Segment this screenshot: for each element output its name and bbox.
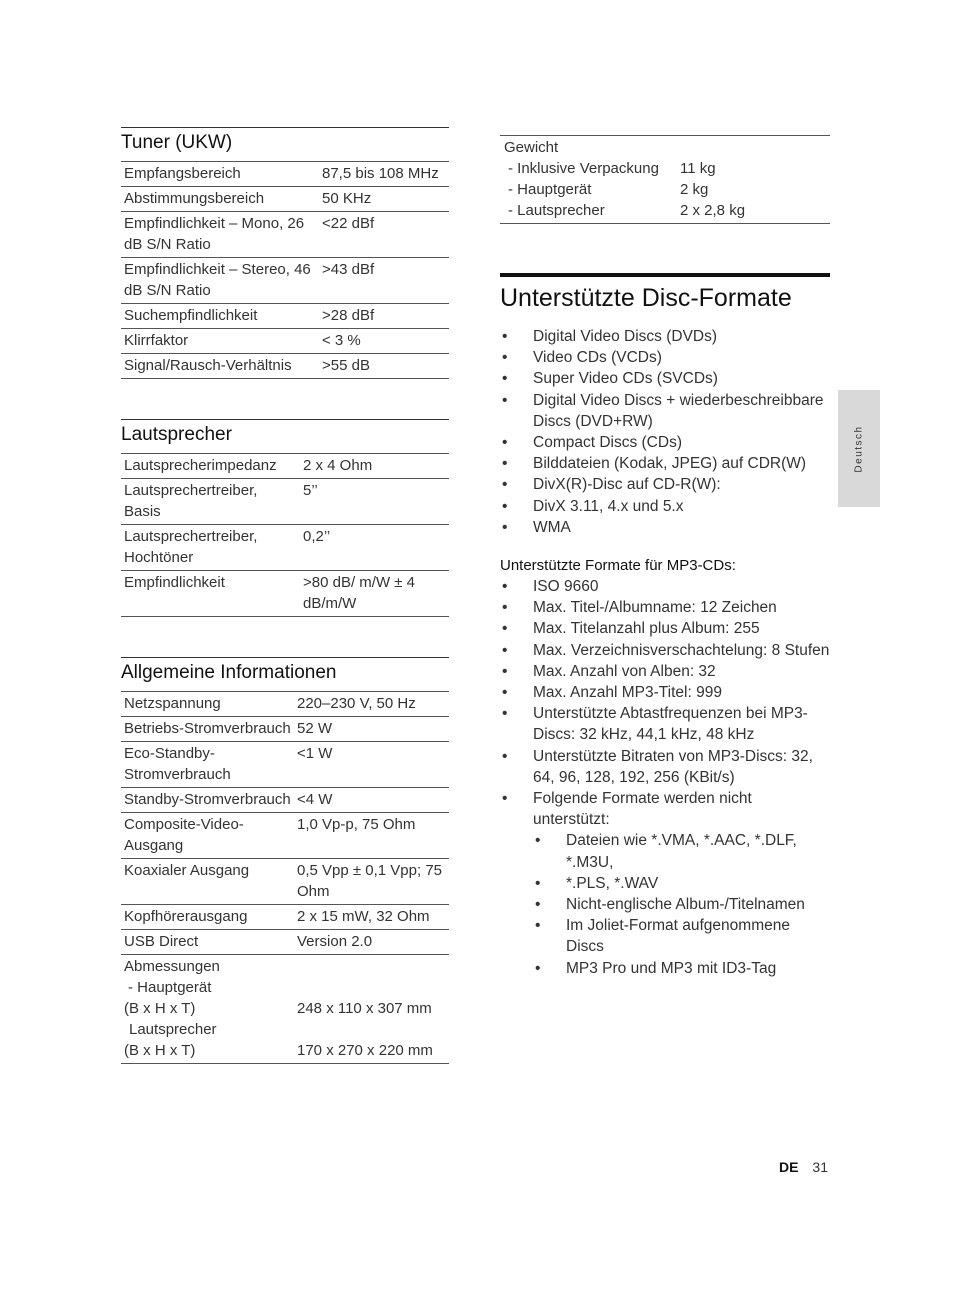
disc-formats-list bbox=[500, 326, 830, 538]
spec-value: 0,5 Vpp ± 0,1 Vpp; 75 Ohm bbox=[294, 859, 449, 905]
spec-label: Empfindlichkeit – Mono, 26 dB S/N Ratio bbox=[121, 212, 319, 258]
dims-main-value: 248 x 110 x 307 mm bbox=[297, 1000, 432, 1017]
tuner-table bbox=[121, 161, 449, 379]
spec-label: Empfindlichkeit bbox=[121, 571, 300, 617]
disc-formats-heading: Unterstützte Disc-Formate bbox=[500, 273, 830, 313]
spec-value: 52 W bbox=[294, 717, 449, 742]
language-side-tab-label: Deutsch bbox=[853, 424, 865, 473]
table-row bbox=[121, 955, 449, 1064]
list-item: • Dateien wie *.VMA, *.AAC, *.DLF, *.M3U, bbox=[533, 830, 830, 872]
table-row bbox=[121, 859, 449, 905]
list-item: • Max. Anzahl MP3-Titel: 999 bbox=[500, 682, 830, 703]
right-column bbox=[500, 135, 830, 979]
speaker-title: Lautsprecher bbox=[121, 419, 449, 453]
table-row bbox=[121, 162, 449, 187]
general-table bbox=[121, 691, 449, 1064]
list-item: • DivX 3.11, 4.x und 5.x bbox=[500, 496, 830, 517]
mp3-heading: Unterstützte Formate für MP3-CDs: bbox=[500, 557, 736, 575]
list-item: • Super Video CDs (SVCDs) bbox=[500, 368, 830, 389]
spec-value: <1 W bbox=[294, 742, 449, 788]
list-item: • DivX(R)-Disc auf CD-R(W): bbox=[500, 474, 830, 495]
spec-label: Suchempfindlichkeit bbox=[121, 304, 319, 329]
spec-value: Version 2.0 bbox=[294, 930, 449, 955]
table-row bbox=[121, 692, 449, 717]
spec-value: 2 x 4 Ohm bbox=[300, 454, 449, 479]
list-item: • Video CDs (VCDs) bbox=[500, 347, 830, 368]
spec-label: Composite-Video-Ausgang bbox=[121, 813, 294, 859]
spec-label: Lautsprechertreiber, Hochtöner bbox=[121, 525, 300, 571]
footer-lang: DE bbox=[778, 1159, 799, 1175]
weight-row bbox=[504, 179, 826, 200]
list-item: • Unterstützte Bitraten von MP3-Discs: 32, 64, 96, 128, 192, 256 (KBit/s) bbox=[500, 746, 830, 788]
table-row bbox=[121, 930, 449, 955]
table-row bbox=[121, 717, 449, 742]
spec-value: 5’’ bbox=[300, 479, 449, 525]
spec-value: <4 W bbox=[294, 788, 449, 813]
left-column bbox=[121, 127, 449, 1064]
dims-spk-value: 170 x 270 x 220 mm bbox=[297, 1042, 433, 1059]
list-item: • Folgende Formate werden nicht unterstützt: bbox=[500, 788, 830, 830]
weight-value: 2 x 2,8 kg bbox=[680, 202, 746, 219]
spec-label: Standby-Stromverbrauch bbox=[121, 788, 294, 813]
mp3-formats-list bbox=[500, 576, 830, 979]
list-item: • ISO 9660 bbox=[500, 576, 830, 597]
spec-label: Lautsprecherimpedanz bbox=[121, 454, 300, 479]
weight-row bbox=[504, 200, 826, 221]
table-row bbox=[121, 571, 449, 617]
spec-label: USB Direct bbox=[121, 930, 294, 955]
weight-block bbox=[500, 135, 830, 224]
list-item: • Max. Verzeichnisverschachtelung: 8 Stufen bbox=[500, 640, 830, 661]
spec-label: Signal/Rausch-Verhältnis bbox=[121, 354, 319, 379]
list-item: • WMA bbox=[500, 517, 830, 538]
language-side-tab bbox=[838, 390, 880, 507]
weight-value: 11 kg bbox=[680, 160, 716, 177]
list-item: • Bilddateien (Kodak, JPEG) auf CDR(W) bbox=[500, 453, 830, 474]
table-row bbox=[121, 525, 449, 571]
dims-label: Abmessungen bbox=[124, 958, 220, 975]
sublist-container bbox=[500, 830, 830, 978]
page-footer bbox=[779, 1159, 828, 1175]
weight-label: - Lautsprecher bbox=[508, 202, 605, 219]
spec-value: >55 dB bbox=[319, 354, 449, 379]
list-item: • Max. Titel-/Albumname: 12 Zeichen bbox=[500, 597, 830, 618]
spec-value: <22 dBf bbox=[319, 212, 449, 258]
table-row bbox=[121, 354, 449, 379]
table-row bbox=[121, 329, 449, 354]
spec-label: Koaxialer Ausgang bbox=[121, 859, 294, 905]
table-row bbox=[121, 905, 449, 930]
weight-value: 2 kg bbox=[680, 181, 709, 198]
table-row bbox=[121, 813, 449, 859]
weight-title: Gewicht bbox=[504, 139, 559, 156]
spec-value: 87,5 bis 108 MHz bbox=[319, 162, 449, 187]
spec-label: Eco-Standby-Stromverbrauch bbox=[121, 742, 294, 788]
spec-label: Empfindlichkeit – Stereo, 46 dB S/N Ratio bbox=[121, 258, 319, 304]
table-row bbox=[121, 304, 449, 329]
table-row bbox=[121, 454, 449, 479]
dims-main-bht: (B x H x T) bbox=[124, 1000, 196, 1017]
list-item: • Digital Video Discs (DVDs) bbox=[500, 326, 830, 347]
dims-main-label: - Hauptgerät bbox=[128, 979, 212, 996]
list-item: • Digital Video Discs + wiederbeschreibbare Discs (DVD+RW) bbox=[500, 390, 830, 432]
spec-value: >80 dB/ m/W ± 4 dB/m/W bbox=[300, 571, 449, 617]
table-row bbox=[121, 212, 449, 258]
spec-value: < 3 % bbox=[319, 329, 449, 354]
spec-label: Kopfhörerausgang bbox=[121, 905, 294, 930]
table-row bbox=[121, 742, 449, 788]
list-item: • Nicht-englische Album-/Titelnamen bbox=[533, 894, 830, 915]
spec-value: 220–230 V, 50 Hz bbox=[294, 692, 449, 717]
list-item: • Compact Discs (CDs) bbox=[500, 432, 830, 453]
list-item: • Max. Titelanzahl plus Album: 255 bbox=[500, 618, 830, 639]
spec-label: Betriebs-Stromverbrauch bbox=[121, 717, 294, 742]
spec-value: 2 x 15 mW, 32 Ohm bbox=[294, 905, 449, 930]
weight-label: - Inklusive Verpackung bbox=[508, 160, 659, 177]
spec-label: Empfangsbereich bbox=[121, 162, 319, 187]
dims-spk-bht: (B x H x T) bbox=[124, 1042, 196, 1059]
list-item: • Max. Anzahl von Alben: 32 bbox=[500, 661, 830, 682]
spec-label: Netzspannung bbox=[121, 692, 294, 717]
spec-value: >43 dBf bbox=[319, 258, 449, 304]
list-item: • Im Joliet-Format aufgenommene Discs bbox=[533, 915, 830, 957]
list-item: • MP3 Pro und MP3 mit ID3-Tag bbox=[533, 958, 830, 979]
unsupported-formats-list bbox=[533, 830, 830, 978]
spec-value: 1,0 Vp-p, 75 Ohm bbox=[294, 813, 449, 859]
speaker-table bbox=[121, 453, 449, 617]
table-row bbox=[121, 788, 449, 813]
spec-label: Abstimmungsbereich bbox=[121, 187, 319, 212]
spec-value: >28 dBf bbox=[319, 304, 449, 329]
page-number: 31 bbox=[812, 1159, 828, 1175]
weight-row bbox=[504, 158, 826, 179]
list-item: • *.PLS, *.WAV bbox=[533, 873, 830, 894]
dims-spk-label: Lautsprecher bbox=[129, 1021, 217, 1038]
general-title: Allgemeine Informationen bbox=[121, 657, 449, 691]
table-row bbox=[121, 479, 449, 525]
list-item: • Unterstützte Abtastfrequenzen bei MP3-Discs: 32 kHz, 44,1 kHz, 48 kHz bbox=[500, 703, 830, 745]
spec-label: Lautsprechertreiber, Basis bbox=[121, 479, 300, 525]
weight-label: - Hauptgerät bbox=[508, 181, 592, 198]
tuner-title: Tuner (UKW) bbox=[121, 127, 449, 161]
table-row bbox=[121, 187, 449, 212]
spec-value: 50 KHz bbox=[319, 187, 449, 212]
spec-label: Klirrfaktor bbox=[121, 329, 319, 354]
table-row bbox=[121, 258, 449, 304]
spec-value: 0,2’’ bbox=[300, 525, 449, 571]
